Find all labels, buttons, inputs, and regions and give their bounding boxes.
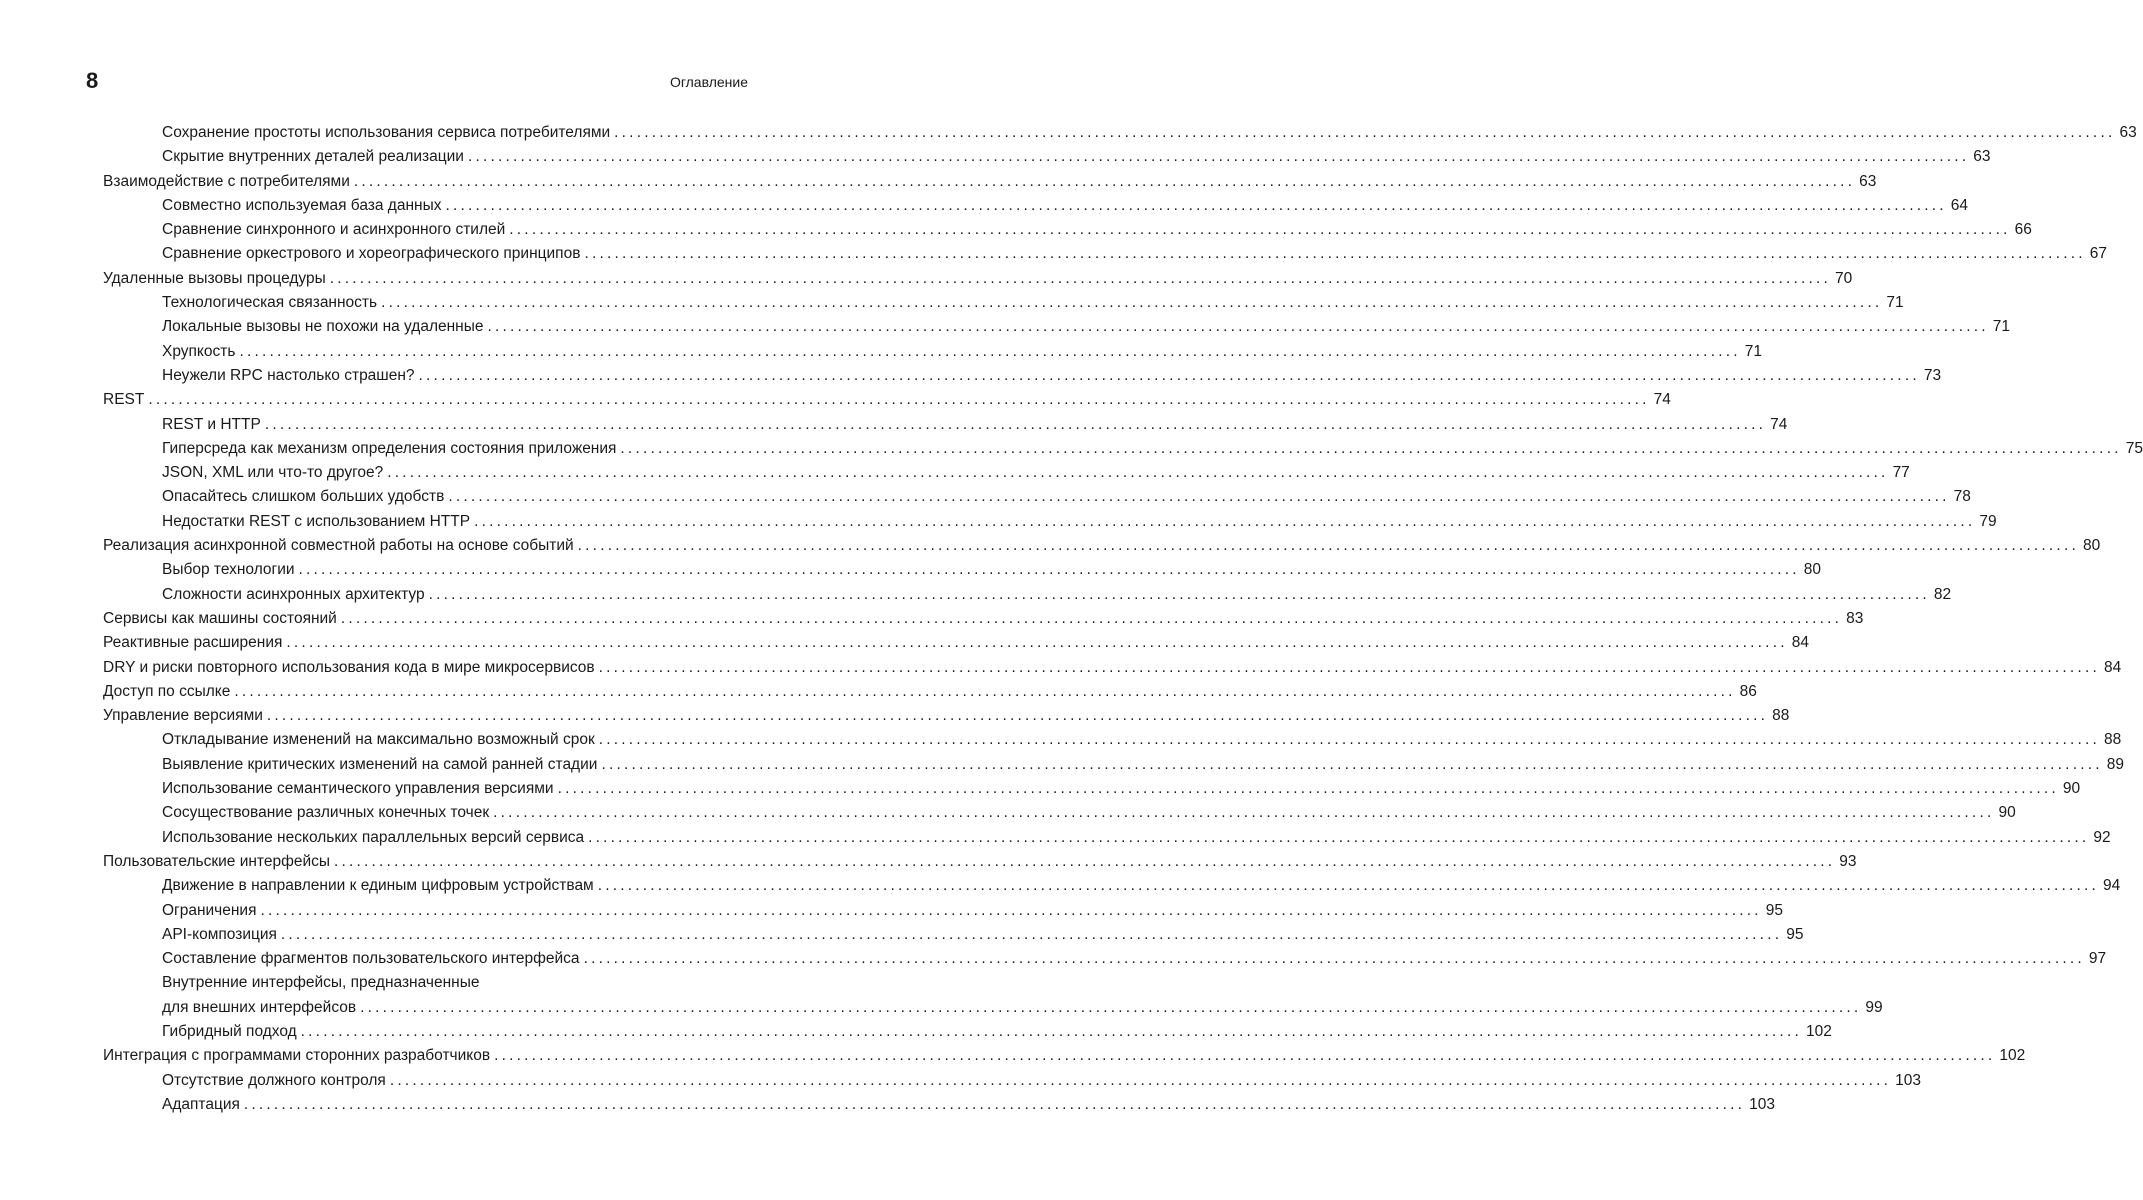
toc-entry-title: Сосуществование различных конечных точек bbox=[162, 804, 490, 822]
toc-entry[interactable] bbox=[103, 801, 2016, 825]
dot-leader: ........................................................................................................................................................................................................ bbox=[493, 804, 1995, 822]
toc-entry-title: Технологическая связанность bbox=[162, 294, 378, 312]
dot-leader: ........................................................................................................................................................................................................ bbox=[598, 731, 2101, 749]
toc-entry-page: 102 bbox=[1999, 1047, 2026, 1065]
toc-entry-title: JSON, XML или что-то другое? bbox=[162, 464, 384, 482]
toc-entry-page: 75 bbox=[2125, 439, 2143, 457]
dot-leader: ........................................................................................................................................................................................................ bbox=[353, 172, 1856, 190]
toc-entry-title: Гибридный подход bbox=[162, 1022, 297, 1040]
toc-entry-title: Интеграция с программами сторонних разработчиков bbox=[103, 1047, 491, 1065]
dot-leader: ........................................................................................................................................................................................................ bbox=[577, 537, 2079, 555]
dot-leader: ........................................................................................................................................................................................................ bbox=[260, 901, 1762, 919]
toc-entry[interactable] bbox=[103, 631, 1809, 655]
dot-leader: ........................................................................................................................................................................................................ bbox=[557, 780, 2059, 798]
toc-entry[interactable] bbox=[103, 121, 2137, 145]
toc-entry-title: Сравнение синхронного и асинхронного стилей bbox=[162, 221, 506, 239]
dot-leader: ........................................................................................................................................................................................................ bbox=[329, 269, 1832, 287]
toc-entry-title: Хрупкость bbox=[162, 342, 236, 360]
dot-leader: ........................................................................................................................................................................................................ bbox=[389, 1071, 1892, 1089]
toc-entry-title: Составление фрагментов пользовательского интерфейса bbox=[162, 950, 580, 968]
toc-entry[interactable] bbox=[103, 923, 1804, 947]
dot-leader: ........................................................................................................................................................................................................ bbox=[148, 391, 1650, 409]
dot-leader: ........................................................................................................................................................................................................ bbox=[418, 366, 1920, 384]
toc-entry[interactable] bbox=[103, 170, 1877, 194]
toc-entry-page: 63 bbox=[2119, 124, 2137, 141]
dot-leader: ........................................................................................................................................................................................................ bbox=[597, 877, 2099, 895]
toc-entry-title: для внешних интерфейсов bbox=[162, 998, 357, 1016]
toc-entry-page: 92 bbox=[2093, 828, 2111, 846]
toc-entry[interactable] bbox=[103, 777, 2081, 801]
dot-leader: ........................................................................................................................................................................................................ bbox=[387, 464, 1889, 482]
toc-entry-page: 95 bbox=[1765, 901, 1784, 919]
toc-entry-title: Сохранение простоты использования сервиса потребителями bbox=[162, 124, 611, 141]
toc-entry[interactable] bbox=[103, 485, 1971, 509]
dot-leader: ........................................................................................................................................................................................................ bbox=[601, 755, 2103, 773]
toc-entry-page: 88 bbox=[1772, 707, 1790, 725]
toc-entry[interactable] bbox=[103, 218, 2032, 242]
toc-entry[interactable] bbox=[103, 413, 1788, 437]
toc-entry-page: 89 bbox=[2106, 755, 2124, 773]
toc-entry-title: Выбор технологии bbox=[162, 561, 295, 579]
toc-entry-page: 88 bbox=[2104, 731, 2122, 749]
toc-entry[interactable] bbox=[103, 899, 1784, 923]
dot-leader: ........................................................................................................................................................................................................ bbox=[340, 609, 1843, 627]
toc-entry[interactable] bbox=[103, 1093, 1776, 1117]
toc-entry[interactable] bbox=[103, 388, 1671, 412]
toc-entry-title: Неужели RPC настолько страшен? bbox=[162, 366, 415, 384]
toc-entry-page: 70 bbox=[1835, 269, 1853, 287]
dot-leader: ........................................................................................................................................................................................................ bbox=[264, 415, 1767, 433]
table-of-contents bbox=[103, 121, 2143, 1117]
toc-entry-page: 74 bbox=[1770, 415, 1788, 433]
toc-entry-title: Доступ по ссылке bbox=[103, 682, 231, 700]
toc-entry-title: Управление версиями bbox=[103, 707, 263, 725]
toc-entry-title: Недостатки REST с использованием HTTP bbox=[162, 512, 471, 530]
toc-entry-title: API-композиция bbox=[162, 925, 277, 943]
dot-leader: ........................................................................................................................................................................................................ bbox=[588, 828, 2090, 846]
toc-entry[interactable] bbox=[103, 1069, 1921, 1093]
toc-entry-page: 86 bbox=[1739, 682, 1757, 700]
dot-leader: ........................................................................................................................................................................................................ bbox=[243, 1095, 1746, 1113]
toc-entry-title: Сложности асинхронных архитектур bbox=[162, 585, 425, 603]
toc-entry[interactable] bbox=[103, 607, 1864, 631]
toc-entry[interactable] bbox=[103, 1020, 1832, 1044]
toc-entry-page: 84 bbox=[2103, 658, 2122, 676]
toc-entry-page: 103 bbox=[1749, 1095, 1776, 1113]
toc-entry-title: Ограничения bbox=[162, 901, 257, 919]
toc-entry[interactable] bbox=[103, 680, 1757, 704]
dot-leader: ........................................................................................................................................................................................................ bbox=[583, 950, 2085, 968]
toc-entry-page: 102 bbox=[1805, 1022, 1832, 1040]
toc-entry[interactable] bbox=[103, 728, 2122, 752]
dot-leader: ........................................................................................................................................................................................................ bbox=[266, 707, 1769, 725]
toc-entry-title: Движение в направлении к единым цифровым устройствам bbox=[162, 877, 594, 895]
toc-entry-title: Выявление критических изменений на самой ранней стадии bbox=[162, 755, 598, 773]
toc-entry-page: 99 bbox=[1865, 998, 1883, 1016]
toc-entry[interactable] bbox=[103, 340, 1762, 364]
toc-entry-title: Пользовательские интерфейсы bbox=[103, 852, 331, 870]
toc-entry-page: 79 bbox=[1979, 512, 1997, 530]
toc-entry-page: 90 bbox=[2062, 780, 2081, 798]
toc-entry-title: REST и HTTP bbox=[162, 415, 261, 433]
dot-leader: ........................................................................................................................................................................................................ bbox=[360, 998, 1862, 1016]
toc-entry-page: 77 bbox=[1892, 464, 1910, 482]
toc-entry-page: 94 bbox=[2103, 877, 2121, 895]
toc-entry-title: Реактивные расширения bbox=[103, 634, 283, 652]
dot-leader: ........................................................................................................................................................................................................ bbox=[234, 682, 1736, 700]
toc-entry-page: 64 bbox=[1950, 196, 1969, 214]
toc-entry[interactable] bbox=[103, 656, 2122, 680]
toc-entry-page: 63 bbox=[1973, 148, 1991, 166]
toc-entry[interactable] bbox=[103, 315, 2011, 339]
toc-entry-page: 71 bbox=[1744, 342, 1762, 360]
toc-entry-page: 83 bbox=[1846, 609, 1864, 627]
toc-entry-title: Сервисы как машины состояний bbox=[103, 609, 337, 627]
toc-entry-title-line: Внутренние интерфейсы, предназначенные bbox=[162, 974, 480, 992]
toc-entry-title: Использование семантического управления версиями bbox=[162, 780, 554, 798]
toc-entry[interactable] bbox=[103, 947, 2107, 971]
toc-entry-title: Сравнение оркестрового и хореографического принципов bbox=[162, 245, 581, 263]
dot-leader: ........................................................................................................................................................................................................ bbox=[381, 294, 1883, 312]
dot-leader: ........................................................................................................................................................................................................ bbox=[300, 1022, 1802, 1040]
toc-entry[interactable] bbox=[103, 826, 2111, 850]
toc-entry[interactable] bbox=[103, 194, 1969, 218]
toc-entry-page: 71 bbox=[1886, 294, 1904, 312]
toc-entry[interactable] bbox=[103, 267, 1853, 291]
dot-leader: ........................................................................................................................................................................................................ bbox=[614, 124, 2116, 141]
toc-entry-title: REST bbox=[103, 391, 145, 409]
dot-leader: ........................................................................................................................................................................................................ bbox=[448, 488, 1950, 506]
toc-entry[interactable] bbox=[103, 558, 1822, 582]
toc-entry[interactable] bbox=[103, 510, 1997, 534]
toc-entry-page: 80 bbox=[2082, 537, 2101, 555]
toc-entry-page: 73 bbox=[1923, 366, 1942, 384]
toc-entry[interactable] bbox=[103, 996, 1883, 1020]
toc-entry[interactable] bbox=[103, 242, 2107, 266]
toc-entry-title: Адаптация bbox=[162, 1095, 240, 1113]
running-title: Оглавление bbox=[669, 74, 748, 90]
toc-entry-title: Реализация асинхронной совместной работы на основе событий bbox=[103, 537, 574, 555]
dot-leader: ........................................................................................................................................................................................................ bbox=[334, 852, 1836, 870]
dot-leader: ........................................................................................................................................................................................................ bbox=[487, 318, 1989, 336]
toc-entry-title: Отсутствие должного контроля bbox=[162, 1071, 386, 1089]
toc-entry-page: 103 bbox=[1895, 1071, 1921, 1089]
toc-entry[interactable] bbox=[103, 437, 2143, 461]
dot-leader: ........................................................................................................................................................................................................ bbox=[280, 925, 1783, 943]
toc-entry-page: 90 bbox=[1998, 804, 2016, 822]
toc-entry[interactable] bbox=[103, 291, 1904, 315]
dot-leader: ........................................................................................................................................................................................................ bbox=[298, 561, 1800, 579]
toc-entry-page: 84 bbox=[1791, 634, 1809, 652]
toc-entry-page: 67 bbox=[2089, 245, 2107, 263]
toc-entry-title: Опасайтесь слишком больших удобств bbox=[162, 488, 445, 506]
toc-entry-title: Использование нескольких параллельных версий сервиса bbox=[162, 828, 585, 846]
toc-entry[interactable] bbox=[103, 145, 1991, 169]
toc-entry-page: 78 bbox=[1953, 488, 1971, 506]
toc-entry-page: 95 bbox=[1786, 925, 1804, 943]
dot-leader: ........................................................................................................................................................................................................ bbox=[286, 634, 1788, 652]
dot-leader: ........................................................................................................................................................................................................ bbox=[474, 512, 1976, 530]
toc-entry[interactable] bbox=[103, 583, 1952, 607]
toc-entry-page: 66 bbox=[2014, 221, 2032, 239]
toc-entry[interactable] bbox=[103, 850, 1857, 874]
toc-entry-title: Удаленные вызовы процедуры bbox=[103, 269, 326, 287]
toc-entry[interactable] bbox=[103, 1044, 2026, 1068]
dot-leader: ........................................................................................................................................................................................................ bbox=[445, 196, 1947, 214]
toc-entry-page: 93 bbox=[1839, 852, 1857, 870]
toc-entry-page: 74 bbox=[1653, 391, 1671, 409]
dot-leader: ........................................................................................................................................................................................................ bbox=[584, 245, 2086, 263]
dot-leader: ........................................................................................................................................................................................................ bbox=[428, 585, 1930, 603]
dot-leader: ........................................................................................................................................................................................................ bbox=[239, 342, 1741, 360]
toc-entry-title: Локальные вызовы не похожи на удаленные bbox=[162, 318, 484, 336]
dot-leader: ........................................................................................................................................................................................................ bbox=[598, 658, 2100, 676]
dot-leader: ........................................................................................................................................................................................................ bbox=[467, 148, 1970, 166]
toc-entry-page: 82 bbox=[1933, 585, 1952, 603]
toc-entry-title: Совместно используемая база данных bbox=[162, 196, 442, 214]
toc-entry-title: Откладывание изменений на максимально возможный срок bbox=[162, 731, 595, 749]
dot-leader: ........................................................................................................................................................................................................ bbox=[494, 1047, 1996, 1065]
toc-entry-page: 80 bbox=[1803, 561, 1822, 579]
toc-entry[interactable] bbox=[103, 704, 1790, 728]
toc-entry[interactable] bbox=[103, 364, 1942, 388]
toc-entry-page: 63 bbox=[1859, 172, 1877, 190]
toc-entry-page: 71 bbox=[1992, 318, 2011, 336]
dot-leader: ........................................................................................................................................................................................................ bbox=[620, 439, 2122, 457]
toc-entry[interactable] bbox=[103, 534, 2101, 558]
toc-entry-title: Скрытие внутренних деталей реализации bbox=[162, 148, 464, 166]
toc-entry-page: 97 bbox=[2088, 950, 2107, 968]
toc-entry[interactable] bbox=[103, 874, 2121, 898]
toc-entry[interactable] bbox=[103, 753, 2124, 777]
toc-entry[interactable] bbox=[103, 461, 1910, 485]
toc-entry-title: DRY и риски повторного использования кода в мире микросервисов bbox=[103, 658, 595, 676]
dot-leader: ........................................................................................................................................................................................................ bbox=[509, 221, 2011, 239]
page-number: 8 bbox=[86, 68, 99, 93]
toc-entry-title: Взаимодействие с потребителями bbox=[103, 172, 350, 190]
toc-entry-title: Гиперсреда как механизм определения состояния приложения bbox=[162, 439, 617, 457]
